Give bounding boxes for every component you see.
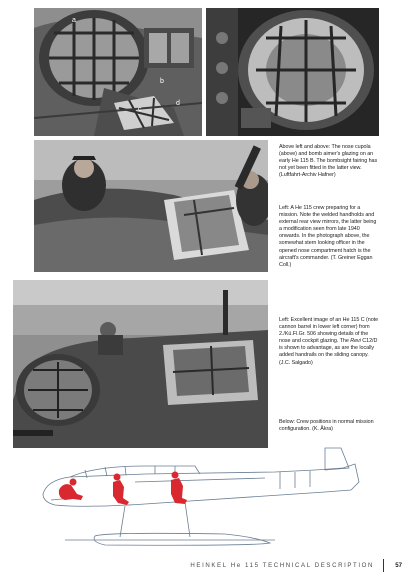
he115c-nose-photo	[13, 280, 268, 448]
caption-he115c-revi: Revi	[350, 338, 361, 345]
crew-positions-drawing	[25, 442, 365, 558]
caption-crew-preparing-text: Left: A He 115 crew preparing for a mission. Note the welded handholds and external rear view mirrors, the latter being a modification seen from late 1940 onwards. In the photograph above, the somewhat stern looking officer in the opened nose compartment hatch is the aircraft's commander. (T. Greiner Eggan Coll.)	[279, 205, 377, 268]
cupola-label-d: d	[176, 100, 180, 107]
caption-he115c-text	[279, 317, 379, 367]
cupola-label-a: a	[72, 17, 76, 24]
caption-cupola	[279, 144, 379, 179]
cupola-label-b: b	[160, 78, 164, 85]
caption-he115c	[279, 317, 379, 367]
footer-divider	[383, 559, 384, 572]
bomb-aimer-glazing-photo	[206, 8, 379, 136]
running-title: HEINKEL He 115 TECHNICAL DESCRIPTION	[190, 562, 374, 569]
page-number: 57	[395, 562, 402, 569]
caption-crew-positions	[279, 419, 379, 433]
caption-crew-positions-text: Below: Crew positions in normal mission configuration. (K. Åkra)	[279, 419, 374, 433]
caption-crew-preparing	[279, 205, 379, 269]
cupola-label-c: c	[138, 106, 142, 113]
crew-preparing-photo	[34, 140, 268, 272]
caption-he115c-part1: Left: Excellent image of an He 115 C (note cannon barrel in lower left corner) from 2./Kü.Fl.Gr. 506 showing details of the nose and cockpit glazing. The	[279, 317, 379, 345]
caption-he115c-part2: C12/D is shown to advantage, as are the locally added handrails on the sliding canopy. (J.C. Salgado)	[279, 338, 378, 366]
caption-cupola-text: Above left and above: The nose cupola (above) and bomb aimer's glazing on an early He 115 B. The bombsight fairing has not yet been fitted in the latter view. (Luftfahrt-Archiv Hafner)	[279, 144, 378, 179]
nose-cupola-photo	[34, 8, 202, 136]
